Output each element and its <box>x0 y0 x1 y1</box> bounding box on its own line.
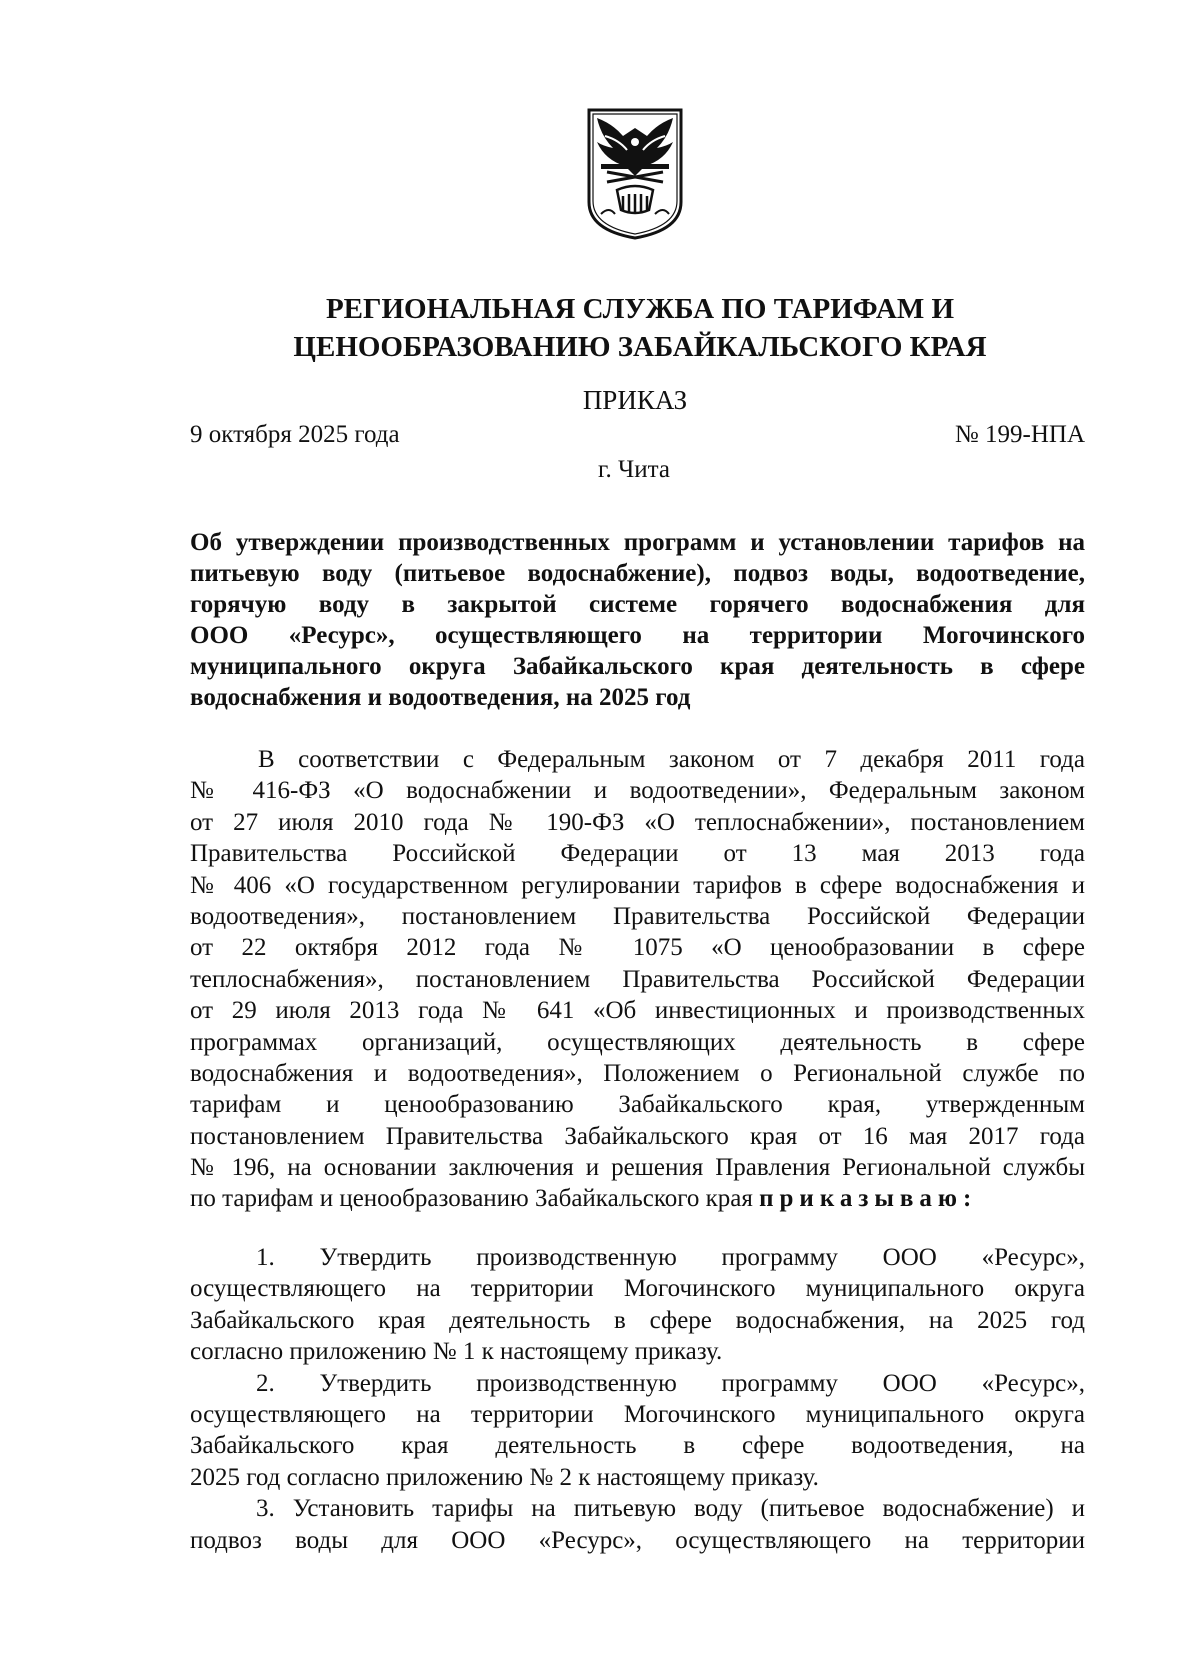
preamble-paragraph <box>190 744 1085 1215</box>
preamble-line: водоснабжения и водоотведения», Положением о Региональной службе по <box>190 1059 1085 1087</box>
item-3-line: 3. Установить тарифы на питьевую воду (питьевое водоснабжение) и <box>256 1495 1085 1523</box>
preamble-line: № 406 «О государственном регулировании тарифов в сфере водоснабжения и <box>190 871 1085 899</box>
document-type: ПРИКАЗ <box>582 385 688 415</box>
order-items <box>190 1242 1085 1556</box>
coat-of-arms-icon <box>583 106 687 242</box>
org-line-1: РЕГИОНАЛЬНАЯ СЛУЖБА ПО ТАРИФАМ И <box>325 293 955 325</box>
item-1-line: Забайкальского края деятельность в сфере водоснабжения, на 2025 год <box>190 1306 1085 1334</box>
title-line: Об утверждении производственных программ и установлении тарифов на <box>190 529 1085 556</box>
preamble-line: от 22 октября 2012 года № 1075 «О ценообразовании в сфере <box>190 934 1085 962</box>
preamble-line: № 416-ФЗ «О водоснабжении и водоотведении», Федеральным законом <box>190 777 1085 805</box>
title-line: питьевую воду (питьевое водоснабжение), подвоз воды, водоотведение, <box>190 560 1085 587</box>
preamble-line: Правительства Российской Федерации от 13 мая 2013 года <box>190 840 1085 868</box>
item-2-line: Забайкальского края деятельность в сфере водоотведения, на <box>190 1432 1085 1460</box>
preamble-line: программах организаций, осуществляющих деятельность в сфере <box>190 1028 1085 1056</box>
item-1-line: 1. Утвердить производственную программу ООО «Ресурс», <box>256 1244 1085 1271</box>
preamble-line-last <box>190 1183 1085 1214</box>
item-2-line: 2. Утвердить производственную программу ООО «Ресурс», <box>256 1369 1085 1397</box>
title-line: ООО «Ресурс», осуществляющего на территории Могочинского <box>190 622 1085 649</box>
preamble-line: теплоснабжения», постановлением Правительства Российской Федерации <box>190 965 1085 993</box>
preamble-last-text: по тарифам и ценообразованию Забайкальского края <box>190 1185 760 1213</box>
preamble-line: от 29 июля 2013 года № 641 «Об инвестиционных и производственных <box>190 997 1085 1025</box>
order-word: приказываю: <box>759 1185 978 1213</box>
preamble-line: постановлением Правительства Забайкальского края от 16 мая 2017 года <box>190 1122 1085 1150</box>
document-date: 9 октября 2025 года <box>190 421 400 448</box>
title-line: муниципального округа Забайкальского края деятельность в сфере <box>190 653 1085 680</box>
document-city: г. Чита <box>598 456 670 483</box>
preamble-line: тарифам и ценообразованию Забайкальского края, утвержденным <box>190 1091 1085 1119</box>
document-title <box>190 527 1085 713</box>
item-2-line: осуществляющего на территории Могочинского муниципального округа <box>190 1400 1085 1428</box>
item-1-line-last: согласно приложению № 1 к настоящему приказу. <box>190 1338 723 1366</box>
preamble-line: В соответствии с Федеральным законом от 7 декабря 2011 года <box>258 746 1085 773</box>
preamble-line: от 27 июля 2010 года № 190-ФЗ «О теплоснабжении», постановлением <box>190 808 1085 836</box>
item-3-line: подвоз воды для ООО «Ресурс», осуществляющего на территории <box>190 1526 1085 1554</box>
preamble-line: водоотведения», постановлением Правительства Российской Федерации <box>190 902 1085 930</box>
title-line: водоснабжения и водоотведения, на 2025 год <box>190 684 691 711</box>
item-2-line-last: 2025 год согласно приложению № 2 к настоящему приказу. <box>190 1463 819 1491</box>
item-1-line: осуществляющего на территории Могочинского муниципального округа <box>190 1275 1085 1303</box>
org-line-2: ЦЕНООБРАЗОВАНИЮ ЗАБАЙКАЛЬСКОГО КРАЯ <box>293 331 987 363</box>
document-number: № 199-НПА <box>954 421 1085 448</box>
title-line: горячую воду в закрытой системе горячего водоснабжения для <box>190 591 1085 618</box>
organization-name <box>190 290 1090 366</box>
preamble-line: № 196, на основании заключения и решения Правления Региональной службы <box>190 1154 1085 1182</box>
